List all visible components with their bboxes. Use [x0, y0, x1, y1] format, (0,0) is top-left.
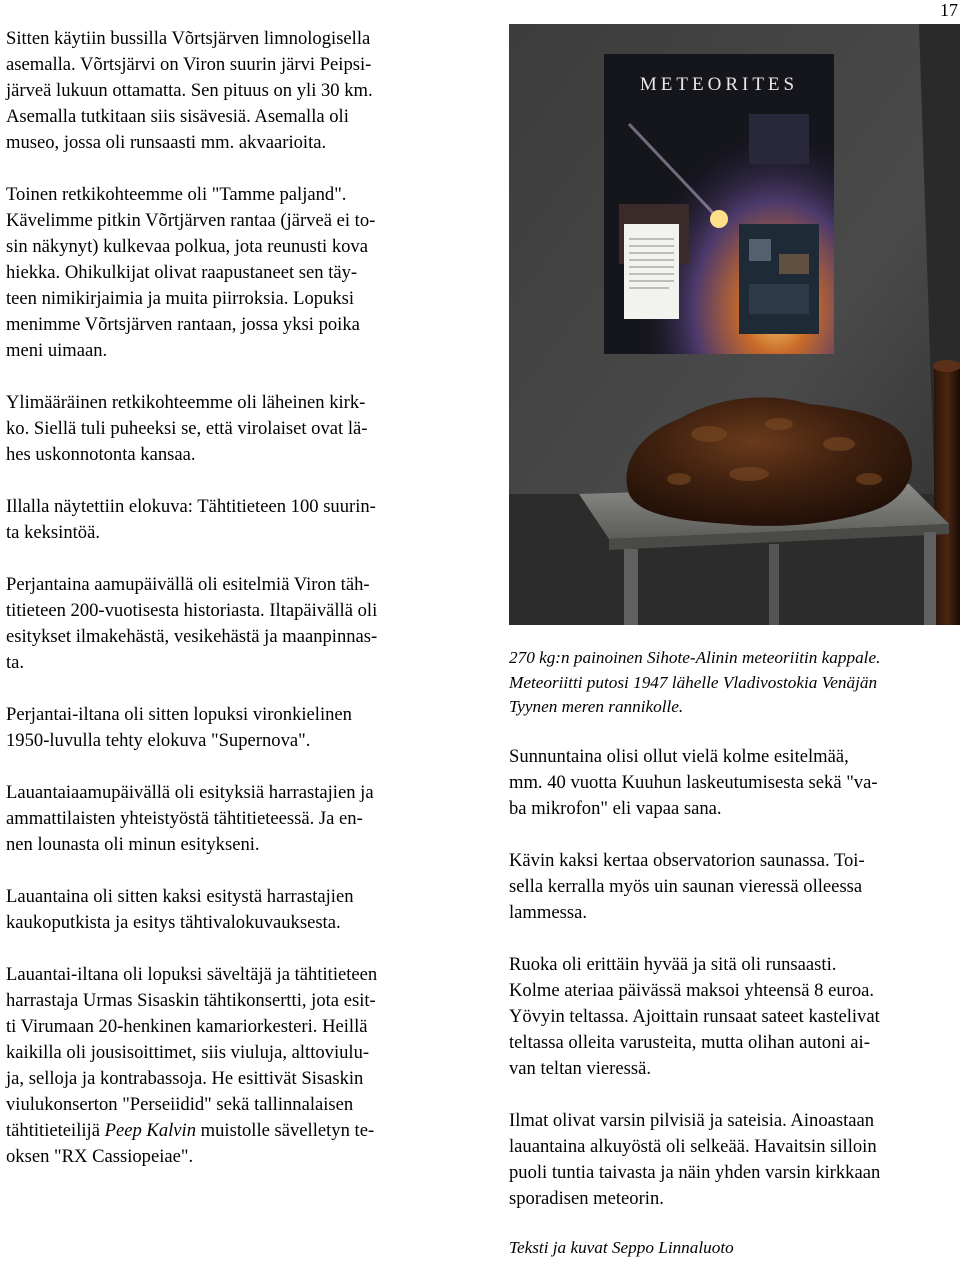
text-line: Ilmat olivat varsin pilvisiä ja sateisia. Ainoastaan	[509, 1110, 875, 1131]
text-line: hiekka. Ohikulkijat olivat raapustaneet sen täy-	[6, 262, 358, 283]
caption-line: 270 kg:n painoinen Sihote-Alinin meteoriitin kappale.	[509, 648, 881, 667]
text-line: titieteen 200-vuotisesta historiasta. Iltapäivällä oli	[6, 600, 378, 621]
text-line: esitykset ilmakehästä, vesikehästä ja maanpinnas-	[6, 626, 378, 647]
paragraph	[6, 26, 458, 156]
text-line: Yövyin teltassa. Ajoittain runsaat sateet kastelivat	[509, 1006, 880, 1027]
text-line: meni uimaan.	[6, 340, 108, 361]
paragraph	[509, 744, 959, 822]
text-line: Lauantaina oli sitten kaksi esitystä harrastajien	[6, 886, 354, 907]
text-line: 1950-luvulla tehty elokuva "Supernova".	[6, 730, 311, 751]
italic-name: Peep Kalvin	[104, 1120, 197, 1141]
text-line: Kolme ateriaa päivässä maksoi yhteensä 8 euroa.	[509, 980, 875, 1001]
text-line: ta.	[6, 652, 25, 673]
text-line: järveä lukuun ottamatta. Sen pituus on yli 30 km.	[6, 80, 373, 101]
paragraph	[6, 494, 458, 546]
left-column	[6, 26, 458, 1170]
text-line: harrastaja Urmas Sisaskin tähtikonsertti, jota esit-	[6, 990, 376, 1011]
page-number: 17	[940, 0, 958, 20]
text-line: teen nimikirjaimia ja muita piirroksia. Lopuksi	[6, 288, 355, 309]
text-line: menimme Võrtsjärven rantaan, jossa yksi poika	[6, 314, 360, 335]
poster-title: METEORITES	[639, 74, 799, 95]
text-line: asemalla. Võrtsjärvi on Viron suurin järvi Peipsi-	[6, 54, 372, 75]
photo-caption	[509, 646, 959, 720]
text-line: ja, selloja ja kontrabassoja. He esittivät Sisaskin	[6, 1068, 364, 1089]
text-line: lammessa.	[509, 902, 587, 923]
paragraph	[509, 848, 959, 926]
text-segment: tähtitieteilijä	[6, 1120, 105, 1141]
text-line: ta keksintöä.	[6, 522, 100, 543]
text-line: sella kerralla myös uin saunan vieressä olleessa	[509, 876, 863, 897]
text-line: Sunnuntaina olisi ollut vielä kolme esitelmää,	[509, 746, 849, 767]
text-line: viulukonserton "Perseiidid" sekä tallinnalaisen	[6, 1094, 354, 1115]
caption-line: Meteoriitti putosi 1947 lähelle Vladivostokia Venäjän	[509, 672, 878, 692]
text-line: van teltan vieressä.	[509, 1058, 651, 1079]
text-segment: muistolle sävelletyn te-	[196, 1120, 375, 1141]
text-line: ko. Siellä tuli puheeksi se, että virolaiset ovat lä-	[6, 418, 368, 439]
text-line: ammattilaisten yhteistyöstä tähtitieteessä. Ja en-	[6, 808, 363, 829]
text-line: Perjantaina aamupäivällä oli esitelmiä Viron täh-	[6, 574, 370, 595]
text-line: Lauantai-iltana oli lopuksi säveltäjä ja tähtitieteen	[6, 964, 378, 985]
text-line: lauantaina alkuyöstä oli selkeää. Havaitsin silloin	[509, 1136, 877, 1157]
paragraph	[6, 182, 458, 364]
paragraph	[509, 952, 959, 1082]
text-line: mm. 40 vuotta Kuuhun laskeutumisesta sekä "va-	[509, 772, 878, 793]
text-line	[6, 1118, 458, 1144]
text-line: Ylimääräinen retkikohteemme oli läheinen kirk-	[6, 392, 366, 413]
text-line: Lauantaiaamupäivällä oli esityksiä harrastajien ja	[6, 782, 374, 803]
text-line: Illalla näytettiin elokuva: Tähtitieteen 100 suurin-	[6, 496, 376, 517]
paragraph	[6, 702, 458, 754]
text-line: Sitten käytiin bussilla Võrtsjärven limnologisella	[6, 28, 371, 49]
text-line: teltassa olleita varusteita, mutta olihan autoni ai-	[509, 1032, 870, 1053]
text-line: museo, jossa oli runsaasti mm. akvaarioita.	[6, 132, 327, 153]
text-line: kaikilla oli jousisoittimet, siis viuluja, alttoviulu-	[6, 1042, 370, 1063]
text-line: ba mikrofon" eli vapaa sana.	[509, 798, 722, 819]
paragraph	[6, 884, 458, 936]
text-line: Kävelimme pitkin Võrtjärven rantaa (järveä ei to-	[6, 210, 376, 231]
text-line: nen lounasta oli minun esitykseni.	[6, 834, 260, 855]
text-line: Asemalla tutkitaan siis sisävesiä. Asemalla oli	[6, 106, 349, 127]
text-line: Perjantai-iltana oli sitten lopuksi vironkielinen	[6, 704, 352, 725]
text-line: sin näkynyt) kulkevaa polkua, jota reunusti kova	[6, 236, 368, 257]
paragraph	[6, 572, 458, 676]
paragraph	[509, 1108, 959, 1212]
meteorite-photo-illustration	[509, 24, 960, 625]
caption-line: Tyynen meren rannikolle.	[509, 697, 684, 716]
text-line: sporadisen meteorin.	[509, 1188, 664, 1209]
meteorite-photo	[509, 24, 960, 625]
text-line: Toinen retkikohteemme oli "Tamme paljand".	[6, 184, 347, 205]
paragraph	[6, 390, 458, 468]
text-line: Ruoka oli erittäin hyvää ja sitä oli runsaasti.	[509, 954, 837, 975]
text-line: oksen "RX Cassiopeiae".	[6, 1146, 194, 1167]
paragraph	[6, 962, 458, 1170]
text-line: puoli tuntia taivasta ja näin yhden varsin kirkkaan	[509, 1162, 881, 1183]
text-line: hes uskonnotonta kansaa.	[6, 444, 196, 465]
paragraph	[6, 780, 458, 858]
author-credit: Teksti ja kuvat Seppo Linnaluoto	[509, 1238, 734, 1257]
text-line: ti Virumaan 20-henkinen kamariorkesteri. Heillä	[6, 1016, 368, 1037]
text-line: Kävin kaksi kertaa observatorion saunassa. Toi-	[509, 850, 865, 871]
text-line: kaukoputkista ja esitys tähtivalokuvauksesta.	[6, 912, 341, 933]
right-column	[509, 744, 959, 1212]
